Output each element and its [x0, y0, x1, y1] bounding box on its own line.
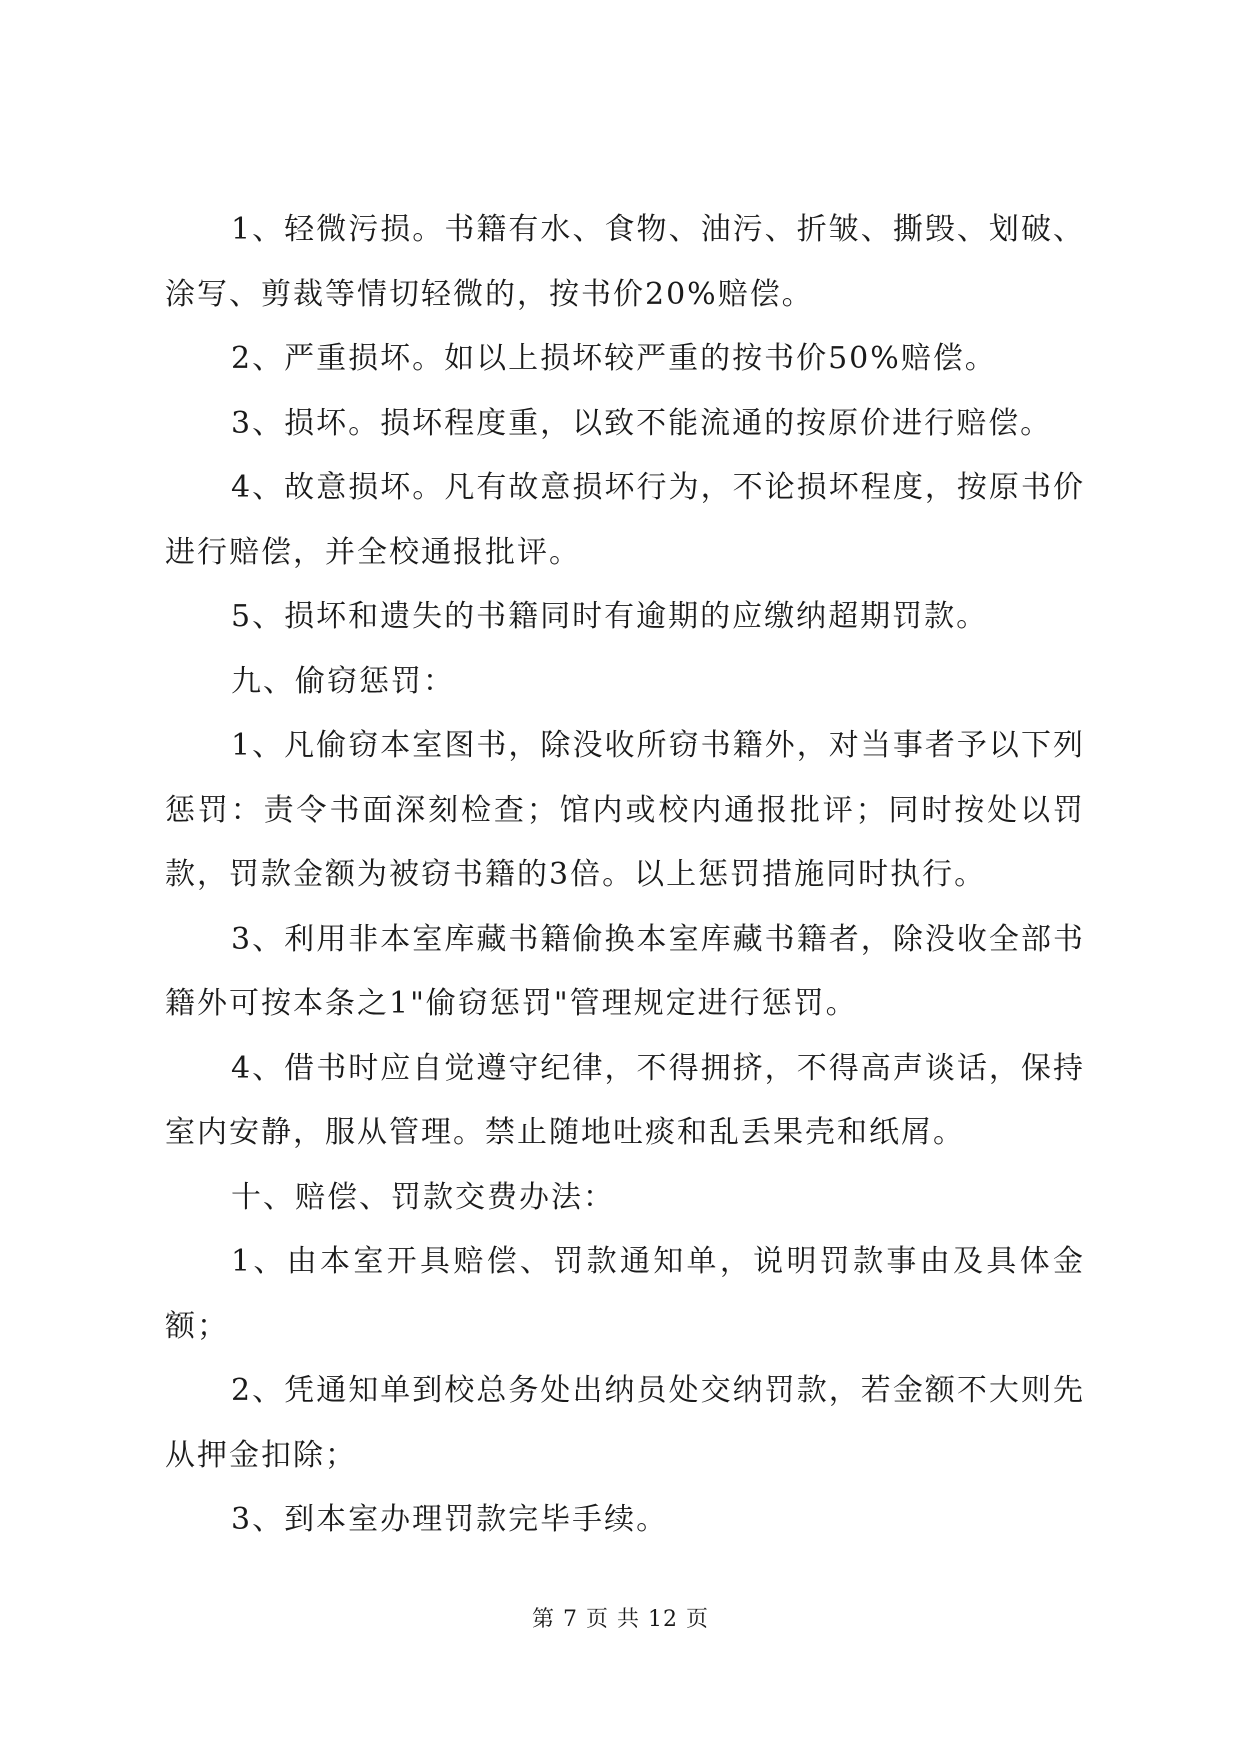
section-heading-payment-method: 十、赔偿、罚款交费办法：	[231, 1179, 615, 1215]
document-body	[165, 198, 1085, 1553]
paragraph-7: 3、利用非本室库藏书籍偷换本室库藏书籍者，除没收全部书籍外可按本条之1"偷窃惩罚"管理规定进行惩罚。	[165, 921, 1085, 1021]
paragraph-1: 1、轻微污损。书籍有水、食物、油污、折皱、撕毁、划破、涂写、剪裁等情切轻微的，按书价20%赔偿。	[165, 212, 1085, 312]
page-number-footer: 第 7 页 共 12 页	[532, 1607, 709, 1632]
paragraph-6: 1、凡偷窃本室图书，除没收所窃书籍外，对当事者予以下列惩罚：责令书面深刻检查；馆内或校内通报批评；同时按处以罚款，罚款金额为被窃书籍的3倍。以上惩罚措施同时执行。	[165, 728, 1085, 892]
section-heading-theft-penalty: 九、偷窃惩罚：	[231, 663, 455, 699]
paragraph-10: 2、凭通知单到校总务处出纳员处交纳罚款，若金额不大则先从押金扣除；	[165, 1373, 1085, 1473]
paragraph-5: 5、损坏和遗失的书籍同时有逾期的应缴纳超期罚款。	[231, 599, 989, 634]
paragraph-9: 1、由本室开具赔偿、罚款通知单，说明罚款事由及具体金额；	[165, 1244, 1085, 1344]
paragraph-11: 3、到本室办理罚款完毕手续。	[231, 1502, 669, 1537]
paragraph-4: 4、故意损坏。凡有故意损坏行为，不论损坏程度，按原书价进行赔偿，并全校通报批评。	[165, 470, 1085, 570]
paragraph-3: 3、损坏。损坏程度重，以致不能流通的按原价进行赔偿。	[231, 405, 1053, 441]
paragraph-8: 4、借书时应自觉遵守纪律，不得拥挤，不得高声谈话，保持室内安静，服从管理。禁止随地吐痰和乱丢果壳和纸屑。	[165, 1050, 1085, 1150]
paragraph-2: 2、严重损坏。如以上损坏较严重的按书价50%赔偿。	[231, 341, 997, 376]
